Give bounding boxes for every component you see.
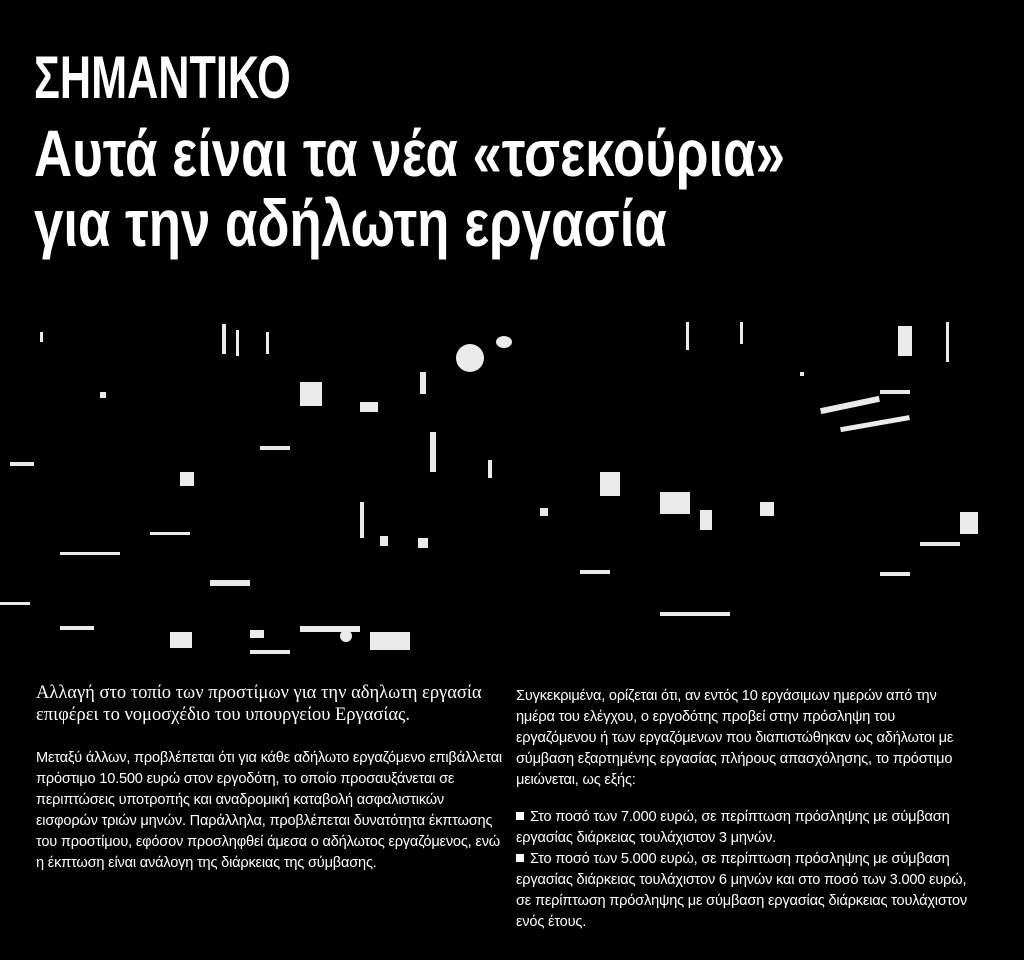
article-column-right — [516, 686, 978, 933]
bullet-item-1 — [516, 807, 978, 849]
article-paragraph-2: Συγκεκριμένα, ορίζεται ότι, αν εντός 10 εργάσιμων ημερών από την ημέρα του ελέγχου, ο εργοδότης προβεί στην πρόσληψη του εργαζόμενου ή των εργαζόμενων που διαπιστώθηκαν ως αδήλωτοι με σύμβαση εξαρτημένης εργασίας πλήρους απασχόλησης, το πρόστιμο μειώνεται, ως εξής: — [516, 688, 954, 788]
kicker-label: ΣΗΜΑΝΤΙΚΟ — [34, 44, 291, 111]
bullet-square-icon — [516, 812, 524, 820]
bullet-item-2 — [516, 849, 978, 933]
photo-graphic — [0, 312, 1024, 664]
bullet-square-icon — [516, 854, 524, 862]
title-line-1: Αυτά είναι τα νέα «τσεκούρια» — [34, 116, 785, 190]
title-line-2: για την αδήλωτη εργασία — [34, 186, 667, 260]
article-paragraph-1: Μεταξύ άλλων, προβλέπεται ότι για κάθε αδήλωτο εργαζόμενο επιβάλλεται πρόστιμο 10.500 ευρώ στον εργοδότη, το οποίο προσαυξάνεται σε περιπτώσεις υποτροπής και αναδρομική καταβολή ασφαλιστικών εισφορών τριών μηνών. Παράλληλα, προβλέπεται δυνατότητα έκπτωσης του προστίμου, εφόσον προσληφθεί άμεσα ο αδήλωτος εργαζόμενος, ενώ η έκπτωση είναι ανάλογη της διάρκειας της σύμβασης. — [36, 750, 502, 871]
bullet-text-1: Στο ποσό των 7.000 ευρώ, σε περίπτωση πρόσληψης με σύμβαση εργασίας διάρκειας τουλάχιστον 3 μηνών. — [516, 809, 950, 846]
article-column-left — [36, 682, 506, 890]
bullet-text-2: Στο ποσό των 5.000 ευρώ, σε περίπτωση πρόσληψης με σύμβαση εργασίας διάρκειας τουλάχιστον 6 μηνών και στο ποσό των 3.000 ευρώ, σε περίπτωση πρόσληψης με σύμβαση εργασίας διάρκειας τουλάχιστον ενός έτους. — [516, 851, 968, 930]
headline — [34, 44, 994, 260]
article-lead: Αλλαγή στο τοπίο των προστίμων για την αδηλωτη εργασία επιφέρει το νομοσχέδιο του υπουργείου Εργασίας. — [36, 683, 482, 725]
article-photo — [0, 312, 1024, 664]
